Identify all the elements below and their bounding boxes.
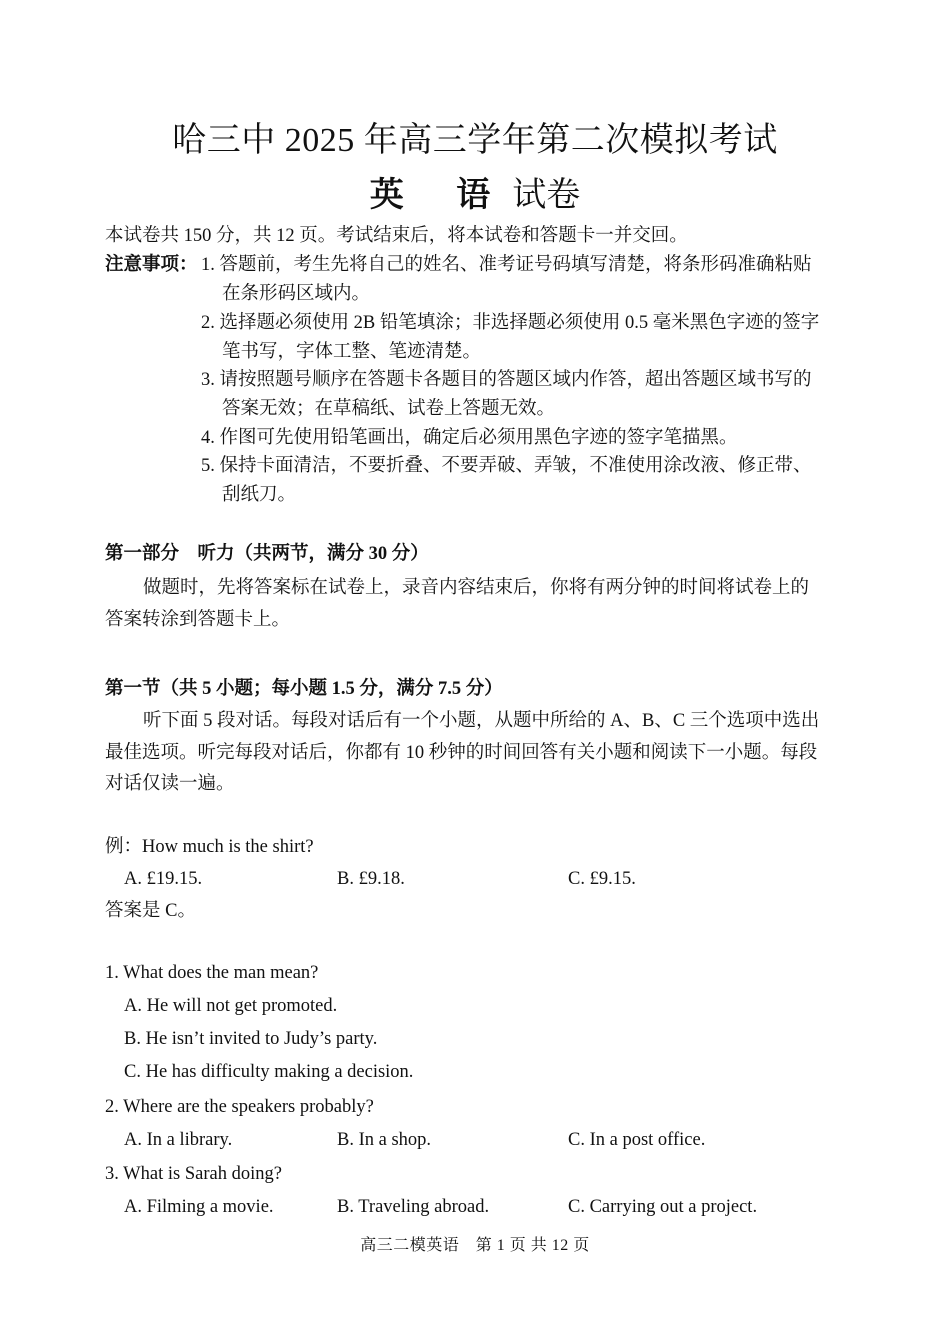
question-1-option-c: C. He has difficulty making a decision. [124,1062,414,1082]
part1-heading: 第一部分 听力（共两节，满分 30 分） [105,544,429,564]
section1-instructions-2: 最佳选项。听完每段对话后，你都有 10 秒钟的时间回答有关小题和阅读下一小题。每段 [105,743,818,763]
notice-item-1: 1. 答题前，考生先将自己的姓名、准考证号码填写清楚，将条形码准确粘贴 [201,255,812,275]
notice-item-3: 3. 请按照题号顺序在答题卡各题目的答题区域内作答，超出答题区域书写的 [201,370,812,390]
question-1: 1. What does the man mean? [105,963,319,983]
notice-item-1-cont: 在条形码区域内。 [222,284,371,304]
question-2-option-b: B. In a shop. [337,1130,432,1150]
notice-item-4: 4. 作图可先使用铅笔画出，确定后必须用黑色字迹的签字笔描黑。 [201,428,738,448]
question-3: 3. What is Sarah doing? [105,1164,282,1184]
notice-item-2-cont: 笔书写，字体工整、笔迹清楚。 [222,342,482,362]
notice-item-5-cont: 刮纸刀。 [222,485,297,505]
example-option-b: B. £9.18. [337,869,405,889]
section1-instructions-3: 对话仅读一遍。 [105,774,235,794]
example-answer: 答案是 C。 [105,901,196,921]
notice-label: 注意事项： [105,255,198,275]
question-3-option-b: B. Traveling abroad. [337,1197,490,1217]
question-3-option-c: C. Carrying out a project. [568,1197,758,1217]
notice-item-5: 5. 保持卡面清洁，不要折叠、不要弄破、弄皱，不准使用涂改液、修正带、 [201,456,812,476]
section1-heading: 第一节（共 5 小题；每小题 1.5 分，满分 7.5 分） [105,679,503,699]
question-2: 2. Where are the speakers probably? [105,1097,374,1117]
question-1-option-a: A. He will not get promoted. [124,996,338,1016]
exam-title: 哈三中 2025 年高三学年第二次模拟考试 [172,122,778,159]
part1-instructions-2: 答案转涂到答题卡上。 [105,610,291,630]
notice-item-3-cont: 答案无效；在草稿纸、试卷上答题无效。 [222,399,556,419]
notice-item-2: 2. 选择题必须使用 2B 铅笔填涂；非选择题必须使用 0.5 毫米黑色字迹的签字 [201,313,820,333]
question-3-option-a: A. Filming a movie. [124,1197,274,1217]
question-1-option-b: B. He isn’t invited to Judy’s party. [124,1029,378,1049]
intro-text: 本试卷共 150 分，共 12 页。考试结束后，将本试卷和答题卡一并交回。 [105,226,688,246]
example-option-a: A. £19.15. [124,869,203,889]
question-2-option-c: C. In a post office. [568,1130,706,1150]
section1-instructions-1: 听下面 5 段对话。每段对话后有一个小题，从题中所给的 A、B、C 三个选项中选出 [143,711,820,731]
part1-instructions-1: 做题时，先将答案标在试卷上，录音内容结束后，你将有两分钟的时间将试卷上的 [143,578,810,598]
example-question: 例：How much is the shirt? [105,837,314,857]
example-option-c: C. £9.15. [568,869,636,889]
question-2-option-a: A. In a library. [124,1130,233,1150]
page-footer: 高三二模英语 第 1 页 共 12 页 [360,1237,590,1254]
subject-name: 英 语 [369,177,513,214]
paper-label: 试卷 [512,177,581,214]
subject-title [0,167,950,216]
